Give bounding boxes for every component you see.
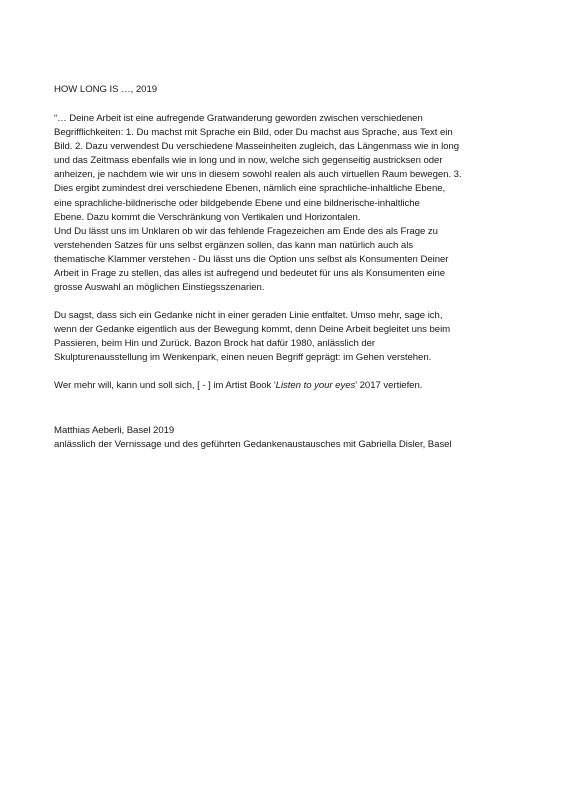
paragraph-artist-book (54, 379, 550, 393)
paragraph-thought (54, 309, 550, 365)
text-line: Passieren, beim Hin und Zurück. Bazon Brock hat dafür 1980, anlässlich der (54, 338, 376, 350)
text-line: anheizen, je nachdem wie wir uns in diesem sowohl realen als auch virtuellen Raum bewegen. 3. (54, 169, 462, 181)
text-line: Bild. 2. Dazu verwendest Du verschiedene Masseinheiten zugleich, das Längenmass wie in long (54, 141, 460, 153)
author-line: Matthias Aeberli, Basel 2019 (54, 425, 175, 436)
text-line: Begrifflichkeiten: 1. Du machst mit Sprache ein Bild, oder Du machst aus Sprache, aus Text ein (54, 127, 453, 139)
text-line: Dies ergibt zumindest drei verschiedene Ebenen, nämlich eine sprachliche-inhaltliche Ebene, (54, 183, 446, 195)
text-segment: ' 2017 vertiefen. (355, 380, 423, 391)
text-line: thematische Klammer verstehen - Du lässt uns die Option uns selbst als Konsumenten Deiner (54, 253, 449, 265)
text-line: verstehenden Satzes für uns selbst ergänzen sollen, das kann man natürlich auch als (54, 239, 414, 251)
text-line: Und Du lässt uns im Unklaren ob wir das fehlende Fragezeichen am Ende des als Frage zu (54, 225, 438, 237)
text-segment: Wer mehr will, kann und soll sich, [ - ] im Artist Book ' (54, 380, 276, 391)
text-line (54, 379, 550, 393)
text-line: Du sagst, dass sich ein Gedanke nicht in einer geraden Linie entfaltet. Umso mehr, sage ich, (54, 310, 443, 321)
text-line: grosse Auswahl an möglichen Einstiegsszenarien. (54, 282, 265, 294)
book-title: Listen to your eyes (275, 380, 356, 391)
occasion-line: anlässlich der Vernissage und des geführten Gedankenaustausches mit Gabriella Disler, Basel (54, 439, 452, 451)
document-title: HOW LONG IS …, 2019 (54, 84, 158, 95)
text-line: eine sprachliche-bildnerische oder bildgebende Ebene und eine bildnerische-inhaltliche (54, 197, 420, 209)
text-line: Ebene. Dazu kommt die Verschränkung von Vertikalen und Horizontalen. (54, 211, 361, 223)
text-line: und das Zeitmass ebenfalls wie in long und in now, welche sich gegenseitig austricksen oder (54, 155, 443, 167)
text-line: Arbeit in Frage zu stellen, das alles ist aufregend und bedeutet für uns als Konsumenten eine (54, 268, 446, 280)
paragraph-intro (54, 112, 550, 295)
signature-block (54, 424, 550, 452)
text-line: wenn der Gedanke eigentlich aus der Bewegung kommt, denn Deine Arbeit begleitet uns beim (54, 324, 451, 336)
text-line: “… Deine Arbeit ist eine aufregende Gratwanderung geworden zwischen verschiedenen (54, 113, 423, 124)
text-line: Skulpturenausstellung im Wenkenpark, einen neuen Begriff geprägt: im Gehen verstehen. (54, 352, 432, 364)
